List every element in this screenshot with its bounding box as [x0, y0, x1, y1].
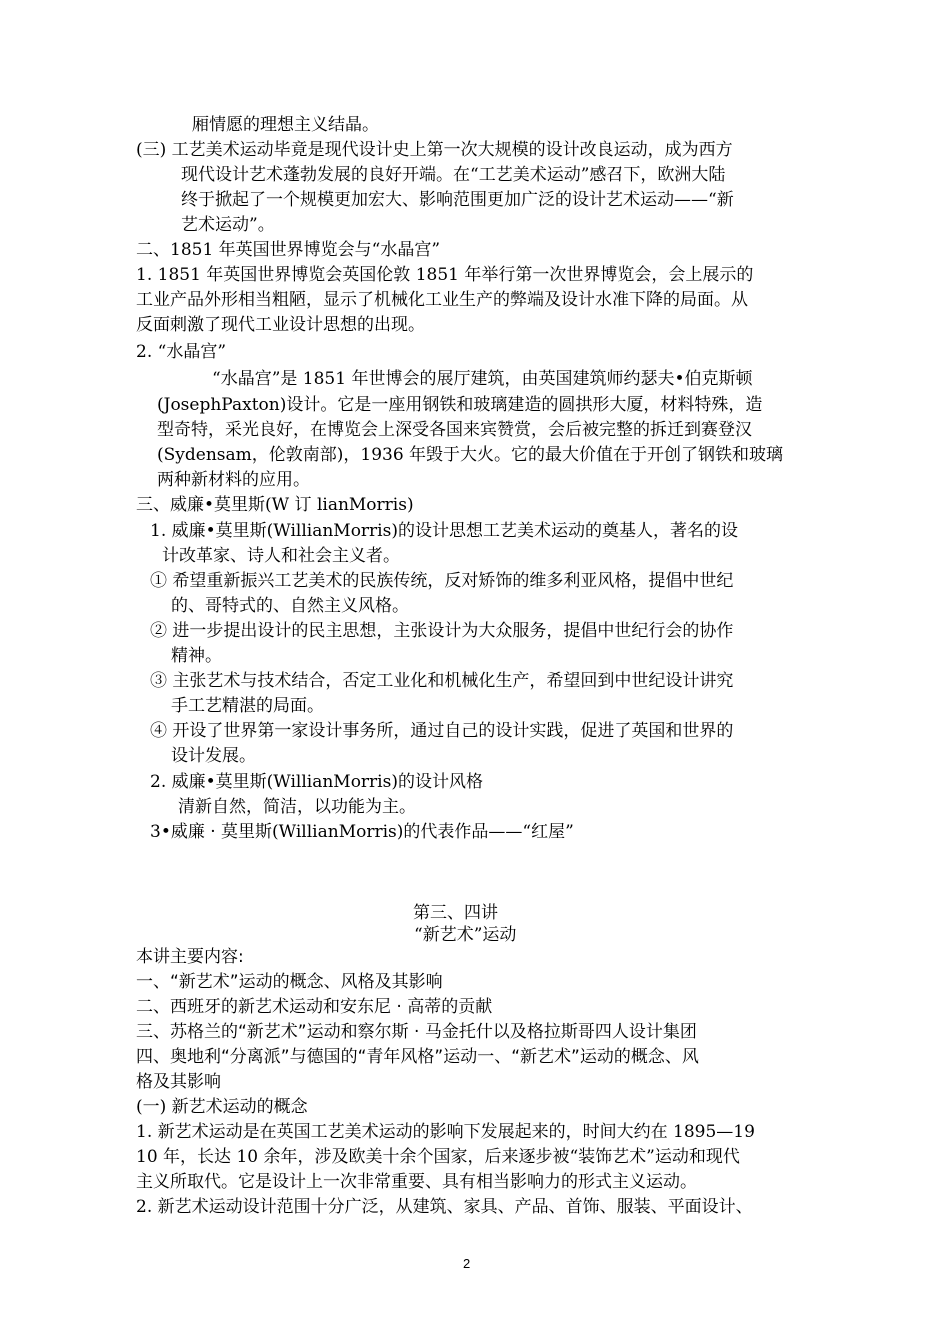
text-line: 艺术运动”。 [181, 215, 275, 235]
text-line: 主义所取代。它是设计上一次非常重要、具有相当影响力的形式主义运动。 [136, 1172, 697, 1192]
list-item: 一、“新艺术”运动的概念、风格及其影响 [136, 972, 443, 992]
section-heading: 二、1851 年英国世界博览会与“水晶宫” [136, 240, 441, 260]
list-item: 四、奥地利“分离派”与德国的“青年风格”运动一、“新艺术”运动的概念、风 [136, 1047, 699, 1067]
page-number: 2 [463, 1256, 471, 1271]
text-line: 工业产品外形相当粗陋，显示了机械化工业生产的弊端及设计水准下降的局面。从 [136, 290, 748, 310]
text-line: 1. 新艺术运动是在英国工艺美术运动的影响下发展起来的，时间大约在 1895—19 [136, 1122, 755, 1142]
text-line: (Sydensam，伦敦南部)，1936 年毁于大火。它的最大价值在于开创了钢铁和玻璃 [157, 445, 784, 465]
text-line: 厢情愿的理想主义结晶。 [192, 115, 379, 135]
list-item: ① 希望重新振兴工艺美术的民族传统，反对矫饰的维多利亚风格，提倡中世纪 [150, 571, 734, 591]
text-line: 2. 威廉•莫里斯(WillianMorris)的设计风格 [150, 772, 483, 792]
section-heading: 三、威廉•莫里斯(W 订 lianMorris) [136, 495, 414, 515]
text-line: 2. “水晶宫” [136, 342, 227, 362]
text-line: 终于掀起了一个规模更加宏大、影响范围更加广泛的设计艺术运动——“新 [181, 190, 734, 210]
text-line: 格及其影响 [136, 1072, 221, 1092]
text-line: 设计发展。 [171, 746, 256, 766]
lecture-title: 第三、四讲 [413, 903, 498, 923]
list-item: 二、西班牙的新艺术运动和安东尼 · 高蒂的贡献 [136, 997, 493, 1017]
text-line: 10 年，长达 10 余年，涉及欧美十余个国家，后来逐步被“装饰艺术”运动和现代 [136, 1147, 740, 1167]
text-line: (三) 工艺美术运动毕竟是现代设计史上第一次大规模的设计改良运动，成为西方 [136, 140, 733, 160]
text-line: 本讲主要内容: [136, 947, 244, 967]
list-item: ④ 开设了世界第一家设计事务所，通过自己的设计实践，促进了英国和世界的 [150, 721, 734, 741]
text-line: 清新自然，简洁，以功能为主。 [178, 797, 416, 817]
list-item: ③ 主张艺术与技术结合，否定工业化和机械化生产，希望回到中世纪设计讲究 [150, 671, 734, 691]
text-line: 的、哥特式的、自然主义风格。 [171, 596, 409, 616]
text-line: (JosephPaxton)设计。它是一座用钢铁和玻璃建造的圆拱形大厦，材料特殊，造 [157, 395, 763, 415]
lecture-subtitle: “新艺术”运动 [414, 925, 517, 945]
list-item: ② 进一步提出设计的民主思想，主张设计为大众服务，提倡中世纪行会的协作 [150, 621, 734, 641]
text-line: 精神。 [171, 646, 222, 666]
text-line: 计改革家、诗人和社会主义者。 [162, 546, 400, 566]
text-line: 3•威廉 · 莫里斯(WillianMorris)的代表作品——“红屋” [150, 822, 574, 842]
text-line: 2. 新艺术运动设计范围十分广泛，从建筑、家具、产品、首饰、服装、平面设计、 [136, 1197, 753, 1217]
text-line: 型奇特，采光良好，在博览会上深受各国来宾赞赏，会后被完整的拆迁到赛登汉 [157, 420, 752, 440]
text-line: 1. 威廉•莫里斯(WillianMorris)的设计思想工艺美术运动的奠基人，著名的设 [150, 521, 738, 541]
list-item: 三、苏格兰的“新艺术”运动和察尔斯 · 马金托什以及格拉斯哥四人设计集团 [136, 1022, 697, 1042]
text-line: 现代设计艺术蓬勃发展的良好开端。在“工艺美术运动”感召下，欧洲大陆 [181, 165, 726, 185]
text-line: 反面刺激了现代工业设计思想的出现。 [136, 315, 425, 335]
text-line: “水晶宫”是 1851 年世博会的展厅建筑，由英国建筑师约瑟夫•伯克斯顿 [212, 369, 753, 389]
text-line: 两种新材料的应用。 [157, 470, 310, 490]
subsection-heading: (一) 新艺术运动的概念 [136, 1097, 308, 1117]
text-line: 手工艺精湛的局面。 [171, 696, 324, 716]
text-line: 1. 1851 年英国世界博览会英国伦敦 1851 年举行第一次世界博览会，会上展示的 [136, 265, 754, 285]
